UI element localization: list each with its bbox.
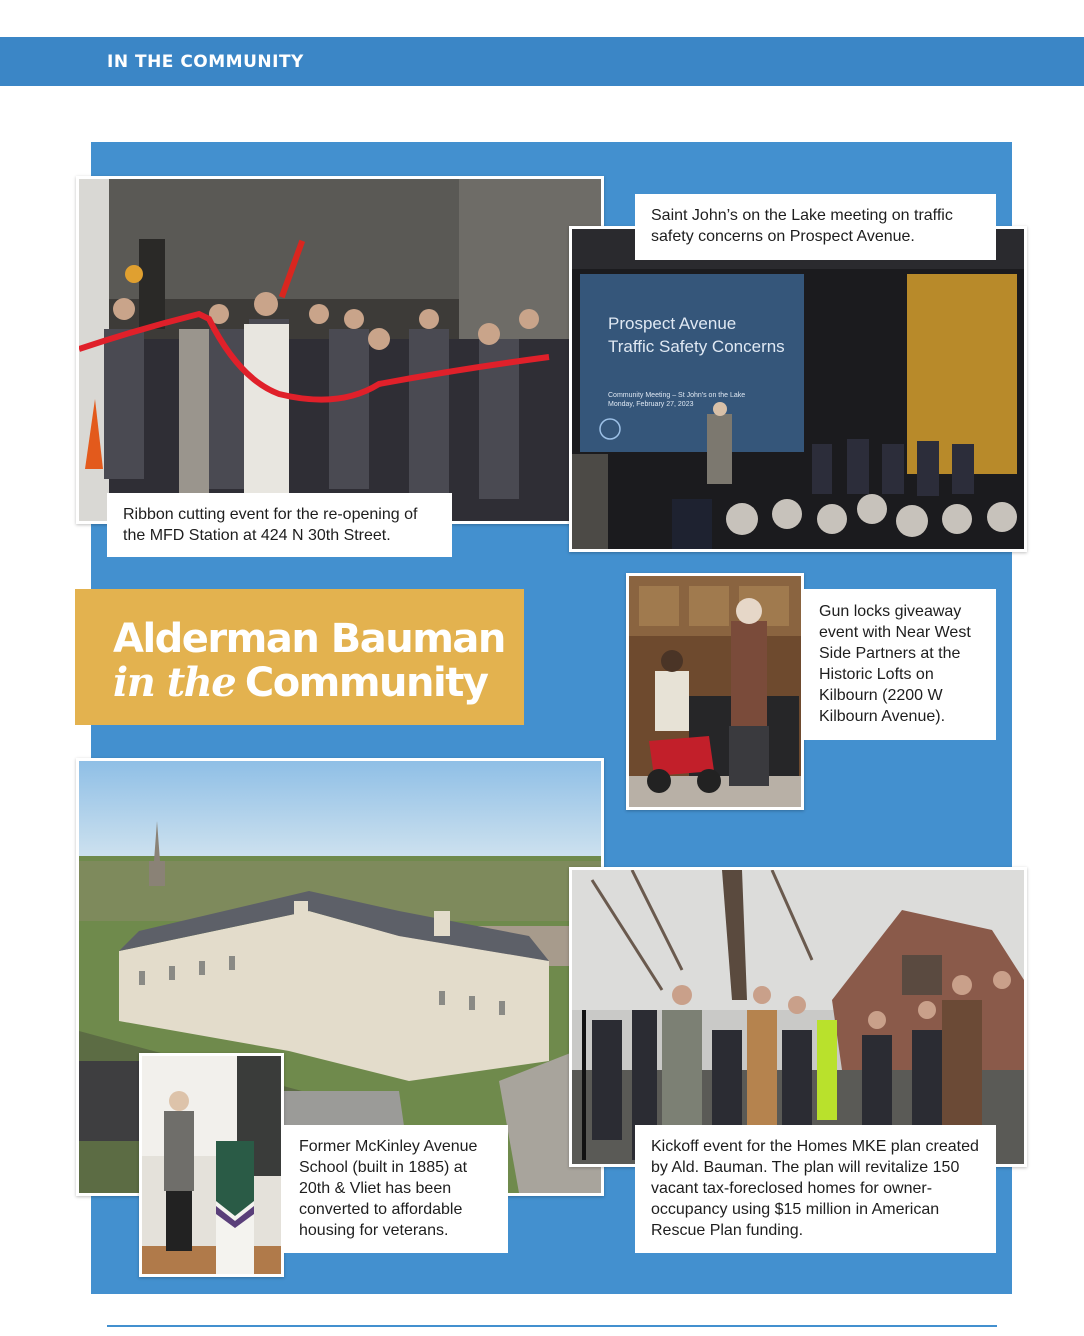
slide-title-line1: Prospect Avenue bbox=[608, 314, 737, 333]
slide-subtitle-line1: Community Meeting – St John's on the Lake bbox=[608, 392, 746, 399]
saint-johns-caption-text: Saint John’s on the Lake meeting on traffic safety concerns on Prospect Avenue. bbox=[651, 207, 953, 245]
section-title: IN THE COMMUNITY bbox=[107, 52, 304, 72]
slide-subtitle-line2: Monday, February 27, 2023 bbox=[608, 401, 694, 408]
saint-johns-caption bbox=[635, 194, 996, 260]
feature-title-line2 bbox=[113, 659, 487, 706]
podium-inset-photo bbox=[139, 1053, 284, 1277]
homes-mke-caption-text-2: revitalize 150 vacant tax-foreclosed homes for owner-occupancy using $15 million in American Rescue Plan funding. bbox=[651, 1159, 960, 1239]
homes-mke-caption bbox=[635, 1125, 996, 1253]
homes-mke-kickoff-photo bbox=[569, 867, 1027, 1167]
feature-title-italic: in the bbox=[113, 659, 236, 706]
ribbon-cutting-caption bbox=[107, 493, 452, 557]
homes-mke-caption-text-1: Kickoff event for the Homes MKE plan created by Ald. Bauman. The plan will bbox=[651, 1138, 979, 1176]
bottom-divider bbox=[107, 1325, 997, 1327]
ribbon-cutting-photo bbox=[76, 176, 604, 524]
feature-title-line1: Alderman Bauman bbox=[113, 616, 505, 662]
ribbon-cutting-caption-text: Ribbon cutting event for the re-opening of the MFD Station at 424 N 30th Street. bbox=[123, 506, 418, 544]
feature-title-box bbox=[75, 589, 524, 725]
section-banner bbox=[0, 37, 1084, 86]
slide-title-line2: Traffic Safety Concerns bbox=[608, 337, 785, 356]
gun-locks-caption-text: Gun locks giveaway event with Near West Side Partners at the Historic Lofts on Kilbourn (2200 W Kilbourn Avenue). bbox=[819, 603, 971, 725]
mckinley-caption-text-1: Former McKinley Avenue School (built in 1885) at 20th & Vliet has been bbox=[299, 1138, 478, 1197]
gun-locks-caption bbox=[803, 589, 996, 740]
feature-title-bold: Community bbox=[244, 660, 488, 706]
gun-locks-photo bbox=[626, 573, 804, 810]
mckinley-caption bbox=[283, 1125, 508, 1253]
saint-johns-meeting-photo bbox=[569, 226, 1027, 552]
mckinley-caption-text-2: converted to affordable housing for veterans. bbox=[299, 1201, 463, 1239]
